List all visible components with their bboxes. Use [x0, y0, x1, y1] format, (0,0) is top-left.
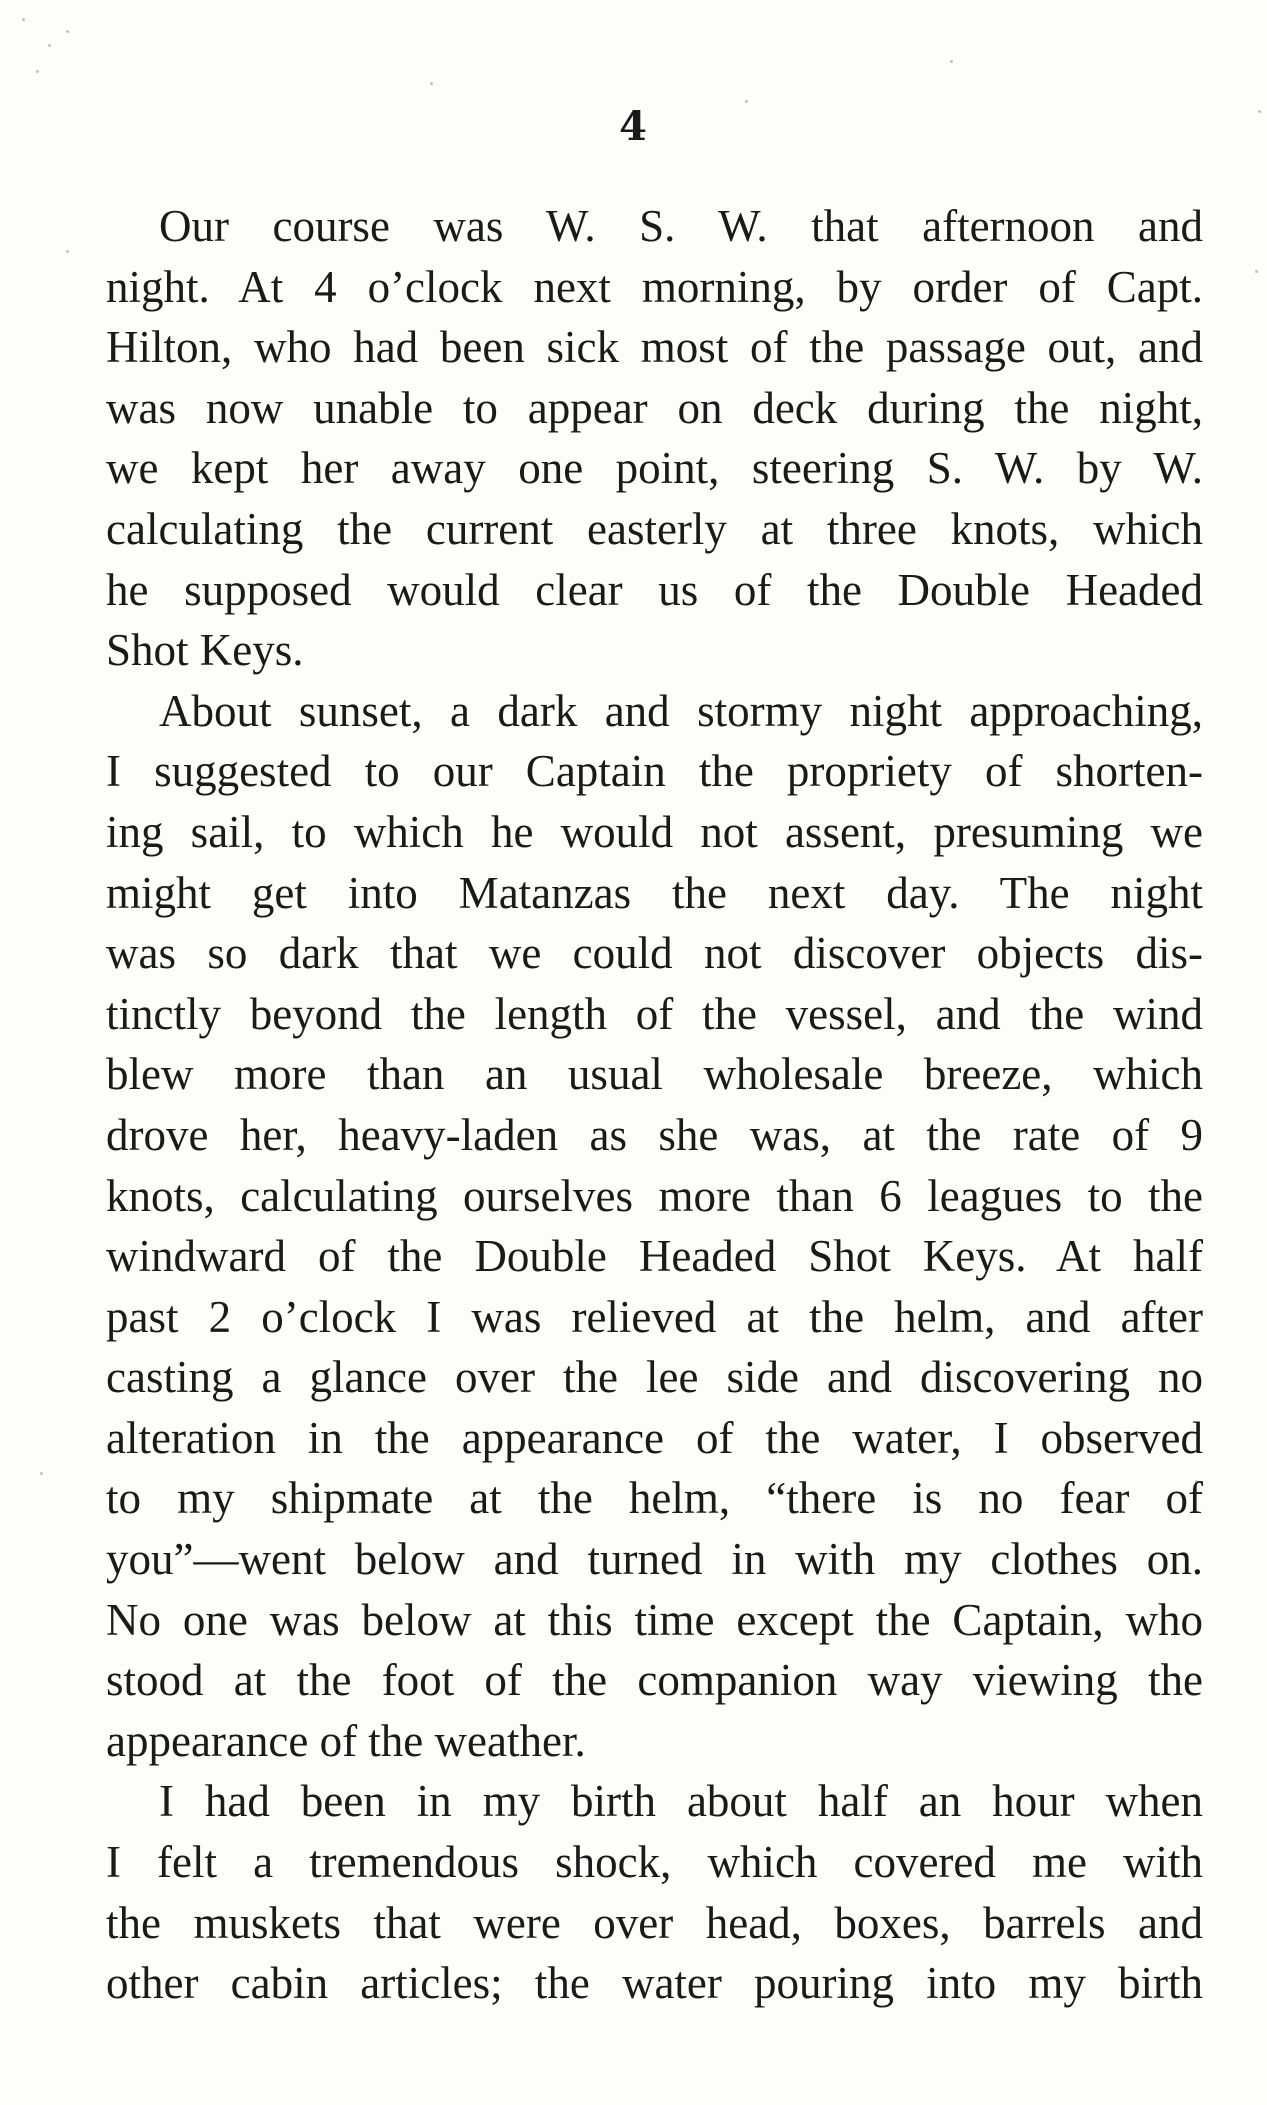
scan-speck	[66, 30, 69, 33]
text-line: was so dark that we could not discover objects dis-	[106, 928, 1203, 979]
text-line: calculating the current easterly at three knots, which	[106, 503, 1203, 554]
scan-speck	[430, 82, 433, 85]
text-line: the muskets that were over head, boxes, barrels and	[106, 1897, 1203, 1948]
text-line: appearance of the weather.	[106, 1715, 586, 1766]
body-text	[106, 196, 1203, 2014]
text-line: I had been in my birth about half an hour when	[159, 1776, 1203, 1827]
scan-speck	[22, 18, 25, 21]
text-line: we kept her away one point, steering S. W. by W.	[106, 443, 1203, 494]
text-line: Our course was W. S. W. that afternoon and	[159, 201, 1203, 251]
text-line: windward of the Double Headed Shot Keys. At half	[106, 1231, 1203, 1282]
text-line: Shot Keys.	[106, 625, 304, 676]
text-line: knots, calculating ourselves more than 6 leagues to the	[106, 1170, 1203, 1221]
text-line: blew more than an usual wholesale breeze, which	[106, 1049, 1203, 1100]
text-line: you”—went below and turned in with my clothes on.	[106, 1534, 1203, 1585]
scan-speck	[36, 70, 39, 73]
text-line: casting a glance over the lee side and discovering no	[106, 1352, 1203, 1403]
text-line: drove her, heavy-laden as she was, at the rate of 9	[106, 1109, 1203, 1160]
text-line: tinctly beyond the length of the vessel, and the wind	[106, 988, 1203, 1039]
text-line: No one was below at this time except the Captain, who	[106, 1594, 1203, 1645]
text-line: I suggested to our Captain the propriety of shorten-	[106, 746, 1203, 797]
text-line: Hilton, who had been sick most of the passage out, and	[106, 322, 1203, 373]
text-line: other cabin articles; the water pouring into my birth	[106, 1958, 1203, 2009]
text-line: he supposed would clear us of the Double Headed	[106, 564, 1203, 615]
scan-speck	[1255, 270, 1258, 273]
text-line: alteration in the appearance of the water, I observed	[106, 1412, 1203, 1463]
scan-speck	[66, 250, 69, 253]
scan-speck	[950, 60, 953, 63]
page-number: 4	[619, 103, 648, 150]
text-line: stood at the foot of the companion way viewing the	[106, 1655, 1203, 1706]
text-line: was now unable to appear on deck during the night,	[106, 382, 1203, 433]
scan-speck	[48, 44, 51, 47]
text-line: About sunset, a dark and stormy night approaching,	[159, 685, 1203, 736]
text-line: to my shipmate at the helm, “there is no fear of	[106, 1473, 1203, 1524]
text-line: ing sail, to which he would not assent, presuming we	[106, 806, 1203, 857]
scan-speck	[40, 1472, 43, 1475]
text-line: I felt a tremendous shock, which covered me with	[106, 1837, 1203, 1888]
text-line: night. At 4 o’clock next morning, by order of Capt.	[106, 261, 1203, 312]
text-line: past 2 o’clock I was relieved at the helm, and after	[106, 1291, 1203, 1342]
text-line: might get into Matanzas the next day. The night	[106, 867, 1203, 918]
